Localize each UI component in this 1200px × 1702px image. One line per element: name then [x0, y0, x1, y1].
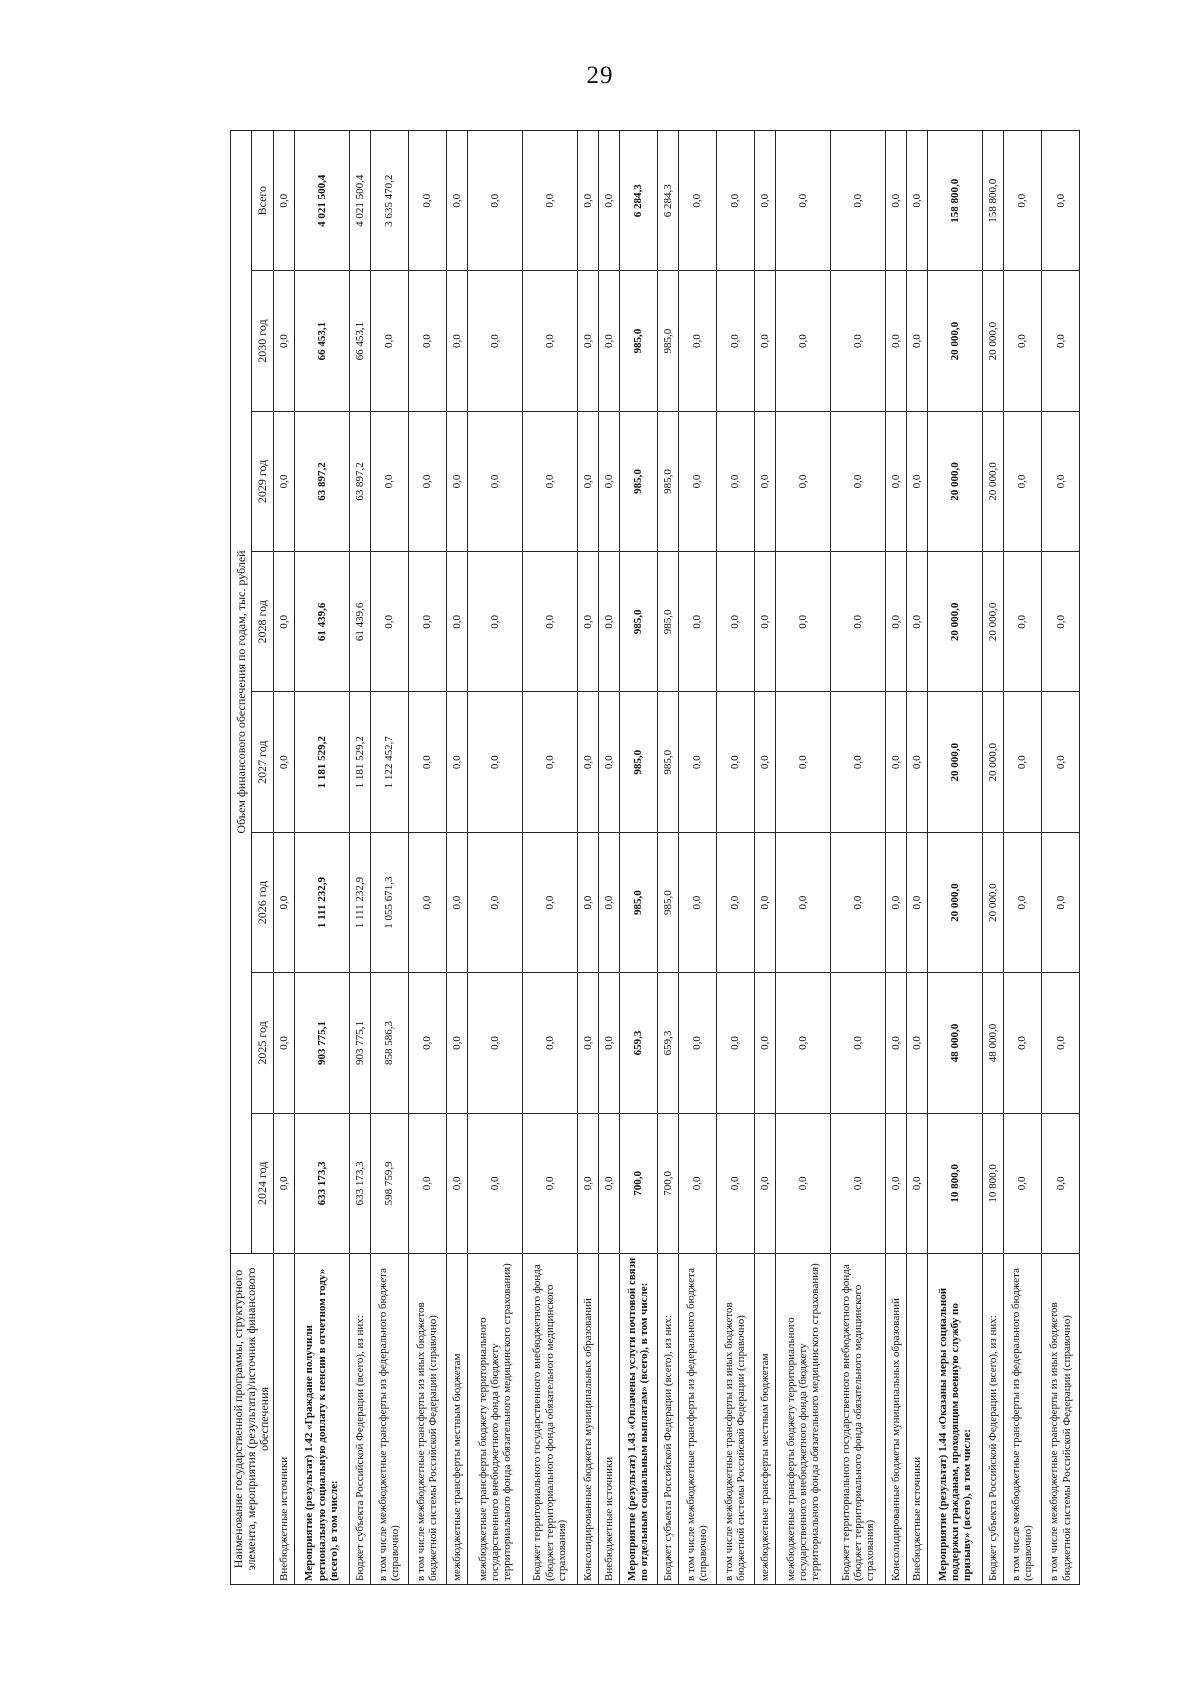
table-header	[231, 131, 274, 1585]
row-year-value: 633 173,3	[349, 1113, 370, 1253]
row-year-value: 0,0	[678, 552, 716, 692]
table-body	[273, 131, 1080, 1585]
row-year-value: 0,0	[273, 271, 294, 411]
row-total-value: 0,0	[906, 131, 927, 271]
row-year-value: 0,0	[1041, 973, 1079, 1113]
row-year-value: 20 000,0	[982, 692, 1003, 832]
row-year-value: 985,0	[657, 552, 678, 692]
row-total-value: 0,0	[775, 131, 830, 271]
header-year: 2030 год	[252, 271, 273, 411]
row-year-value: 985,0	[619, 271, 657, 411]
row-year-value: 0,0	[678, 973, 716, 1113]
header-year: 2025 год	[252, 973, 273, 1113]
row-year-value: 0,0	[1041, 271, 1079, 411]
row-year-value: 0,0	[467, 973, 522, 1113]
row-year-value: 0,0	[754, 973, 775, 1113]
row-year-value: 0,0	[577, 1113, 598, 1253]
row-year-value: 0,0	[1003, 271, 1041, 411]
row-year-value: 0,0	[678, 411, 716, 551]
row-year-value: 0,0	[906, 832, 927, 972]
header-year: 2027 год	[252, 692, 273, 832]
row-year-value: 0,0	[1041, 692, 1079, 832]
row-name: Внебюджетные источники	[598, 1254, 619, 1585]
row-year-value: 0,0	[577, 552, 598, 692]
row-year-value: 0,0	[775, 1113, 830, 1253]
row-year-value: 985,0	[619, 832, 657, 972]
row-name: Бюджет субъекта Российской Федерации (всего), из них:	[657, 1254, 678, 1585]
table-row	[657, 131, 678, 1585]
row-year-value: 0,0	[522, 973, 577, 1113]
row-year-value: 0,0	[446, 832, 467, 972]
row-year-value: 20 000,0	[982, 832, 1003, 972]
row-name: межбюджетные трансферты бюджету территориального государственного внебюджетного фонда (бюджету территориального фонда обязательного медицинского страхования)	[775, 1254, 830, 1585]
row-name: Консолидированные бюджеты муниципальных образований	[577, 1254, 598, 1585]
row-year-value: 0,0	[408, 692, 446, 832]
row-year-value: 0,0	[598, 271, 619, 411]
row-total-value: 0,0	[885, 131, 906, 271]
row-year-value: 0,0	[522, 1113, 577, 1253]
row-year-value: 0,0	[716, 552, 754, 692]
row-year-value: 66 453,1	[294, 271, 349, 411]
row-year-value: 0,0	[273, 832, 294, 972]
row-name: Бюджет субъекта Российской Федерации (всего), из них:	[982, 1254, 1003, 1585]
row-year-value: 0,0	[754, 692, 775, 832]
row-year-value: 1 122 452,7	[370, 692, 408, 832]
row-year-value: 0,0	[467, 692, 522, 832]
row-year-value: 985,0	[619, 552, 657, 692]
row-total-value: 0,0	[273, 131, 294, 271]
table-row	[885, 131, 906, 1585]
row-total-value: 4 021 500,4	[349, 131, 370, 271]
row-year-value: 0,0	[716, 1113, 754, 1253]
row-year-value: 0,0	[273, 973, 294, 1113]
row-year-value: 0,0	[885, 832, 906, 972]
table-row	[446, 131, 467, 1585]
row-year-value: 1 181 529,2	[294, 692, 349, 832]
row-year-value: 0,0	[446, 552, 467, 692]
row-year-value: 0,0	[446, 692, 467, 832]
row-year-value: 63 897,2	[294, 411, 349, 551]
row-name: межбюджетные трансферты местным бюджетам	[446, 1254, 467, 1585]
row-year-value: 0,0	[830, 1113, 885, 1253]
row-year-value: 0,0	[830, 271, 885, 411]
row-name: Бюджет территориального государственного внебюджетного фонда (бюджет территориального фонда обязательного медицинского страхования)	[830, 1254, 885, 1585]
table-row	[522, 131, 577, 1585]
table-row	[408, 131, 446, 1585]
table-row	[577, 131, 598, 1585]
row-year-value: 0,0	[577, 973, 598, 1113]
row-year-value: 0,0	[598, 1113, 619, 1253]
row-year-value: 10 800,0	[982, 1113, 1003, 1253]
row-year-value: 0,0	[775, 832, 830, 972]
row-year-value: 985,0	[657, 832, 678, 972]
row-total-value: 0,0	[830, 131, 885, 271]
row-year-value: 20 000,0	[927, 692, 982, 832]
row-total-value: 4 021 500,4	[294, 131, 349, 271]
row-total-value: 0,0	[1003, 131, 1041, 271]
row-total-value: 3 635 470,2	[370, 131, 408, 271]
row-name: Мероприятие (результат) 1.42 «Граждане получили региональную социальную доплату к пенсии в отчетном году» (всего), в том числе:	[294, 1254, 349, 1585]
row-year-value: 0,0	[716, 271, 754, 411]
row-total-value: 6 284,3	[657, 131, 678, 271]
row-year-value: 0,0	[467, 1113, 522, 1253]
row-year-value: 0,0	[598, 411, 619, 551]
row-year-value: 0,0	[522, 832, 577, 972]
row-year-value: 903 775,1	[294, 973, 349, 1113]
table-row	[294, 131, 349, 1585]
row-total-value: 0,0	[577, 131, 598, 271]
row-total-value: 6 284,3	[619, 131, 657, 271]
row-year-value: 0,0	[577, 832, 598, 972]
row-year-value: 0,0	[885, 552, 906, 692]
row-year-value: 0,0	[885, 1113, 906, 1253]
row-name: Мероприятие (результат) 1.43 «Оплачены услуги почтовой связи по отдельным социальным выплатам» (всего), в том числе:	[619, 1254, 657, 1585]
row-year-value: 0,0	[775, 411, 830, 551]
row-year-value: 0,0	[906, 1113, 927, 1253]
row-year-value: 0,0	[522, 411, 577, 551]
row-name: Мероприятие (результат) 1.44 «Оказаны меры социальной поддержки гражданам, проходящим военную службу по призыву» (всего), в том числе:	[927, 1254, 982, 1585]
row-year-value: 0,0	[1041, 411, 1079, 551]
financing-table	[230, 130, 1080, 1585]
row-year-value: 0,0	[885, 411, 906, 551]
row-year-value: 0,0	[906, 552, 927, 692]
row-year-value: 858 586,3	[370, 973, 408, 1113]
row-year-value: 0,0	[754, 271, 775, 411]
row-year-value: 0,0	[775, 271, 830, 411]
row-year-value: 48 000,0	[982, 973, 1003, 1113]
table-row	[716, 131, 754, 1585]
table-row	[830, 131, 885, 1585]
table-row	[775, 131, 830, 1585]
row-year-value: 0,0	[716, 832, 754, 972]
row-name: в том числе межбюджетные трансферты из федерального бюджета (справочно)	[1003, 1254, 1041, 1585]
row-year-value: 0,0	[1041, 1113, 1079, 1253]
row-year-value: 0,0	[577, 411, 598, 551]
row-year-value: 0,0	[467, 271, 522, 411]
row-year-value: 0,0	[1041, 552, 1079, 692]
row-year-value: 20 000,0	[927, 832, 982, 972]
row-year-value: 61 439,6	[294, 552, 349, 692]
row-year-value: 0,0	[598, 552, 619, 692]
row-year-value: 985,0	[619, 411, 657, 551]
row-year-value: 0,0	[273, 692, 294, 832]
table-row	[754, 131, 775, 1585]
row-year-value: 20 000,0	[927, 411, 982, 551]
row-year-value: 0,0	[678, 832, 716, 972]
row-year-value: 0,0	[830, 973, 885, 1113]
row-year-value: 0,0	[716, 692, 754, 832]
row-year-value: 0,0	[522, 271, 577, 411]
row-year-value: 0,0	[906, 973, 927, 1113]
table-row	[619, 131, 657, 1585]
row-name: в том числе межбюджетные трансферты из иных бюджетов бюджетной системы Российской Федерации (справочно)	[716, 1254, 754, 1585]
header-name-column: Наименование государственной программы, структурного элемента, мероприятия (результата)/источник финансового обеспечения	[231, 1254, 274, 1585]
row-year-value: 0,0	[408, 1113, 446, 1253]
table-row	[982, 131, 1003, 1585]
row-year-value: 0,0	[885, 973, 906, 1113]
row-name: в том числе межбюджетные трансферты из федерального бюджета (справочно)	[678, 1254, 716, 1585]
row-year-value: 0,0	[885, 692, 906, 832]
row-year-value: 0,0	[775, 692, 830, 832]
row-year-value: 0,0	[1003, 973, 1041, 1113]
row-year-value: 0,0	[446, 1113, 467, 1253]
row-year-value: 700,0	[657, 1113, 678, 1253]
row-name: Внебюджетные источники	[906, 1254, 927, 1585]
table-row	[1003, 131, 1041, 1585]
row-year-value: 0,0	[273, 552, 294, 692]
row-year-value: 63 897,2	[349, 411, 370, 551]
row-year-value: 48 000,0	[927, 973, 982, 1113]
row-total-value: 0,0	[408, 131, 446, 271]
row-year-value: 1 055 671,3	[370, 832, 408, 972]
rotated-table-container	[230, 130, 1073, 1585]
row-year-value: 0,0	[906, 271, 927, 411]
row-year-value: 0,0	[370, 411, 408, 551]
row-name: Консолидированные бюджеты муниципальных образований	[885, 1254, 906, 1585]
row-year-value: 0,0	[885, 271, 906, 411]
row-year-value: 985,0	[657, 411, 678, 551]
row-year-value: 0,0	[598, 692, 619, 832]
row-name: в том числе межбюджетные трансферты из федерального бюджета (справочно)	[370, 1254, 408, 1585]
row-year-value: 0,0	[467, 832, 522, 972]
row-year-value: 0,0	[716, 973, 754, 1113]
row-total-value: 0,0	[678, 131, 716, 271]
row-name: в том числе межбюджетные трансферты из иных бюджетов бюджетной системы Российской Федерации (справочно)	[1041, 1254, 1079, 1585]
table-row	[467, 131, 522, 1585]
row-year-value: 0,0	[467, 552, 522, 692]
row-year-value: 659,3	[619, 973, 657, 1113]
table-row	[906, 131, 927, 1585]
row-name: межбюджетные трансферты бюджету территориального государственного внебюджетного фонда (бюджету территориального фонда обязательного медицинского страхования)	[467, 1254, 522, 1585]
row-year-value: 20 000,0	[927, 552, 982, 692]
row-year-value: 0,0	[1003, 411, 1041, 551]
row-year-value: 20 000,0	[982, 271, 1003, 411]
header-year: 2029 год	[252, 411, 273, 551]
row-year-value: 0,0	[273, 1113, 294, 1253]
row-year-value: 0,0	[678, 271, 716, 411]
row-year-value: 0,0	[678, 1113, 716, 1253]
row-year-value: 20 000,0	[927, 271, 982, 411]
header-year: 2028 год	[252, 552, 273, 692]
row-year-value: 0,0	[408, 411, 446, 551]
row-year-value: 0,0	[830, 832, 885, 972]
table-row	[927, 131, 982, 1585]
row-total-value: 0,0	[522, 131, 577, 271]
row-year-value: 700,0	[619, 1113, 657, 1253]
row-total-value: 0,0	[446, 131, 467, 271]
row-year-value: 0,0	[446, 973, 467, 1113]
table-row	[273, 131, 294, 1585]
row-name: Бюджет территориального государственного внебюджетного фонда (бюджет территориального фонда обязательного медицинского страхования)	[522, 1254, 577, 1585]
table-row	[349, 131, 370, 1585]
row-year-value: 0,0	[446, 271, 467, 411]
row-year-value: 0,0	[1003, 832, 1041, 972]
row-year-value: 0,0	[906, 692, 927, 832]
row-total-value: 0,0	[1041, 131, 1079, 271]
row-year-value: 0,0	[830, 692, 885, 832]
row-year-value: 0,0	[1003, 552, 1041, 692]
row-year-value: 1 111 232,9	[294, 832, 349, 972]
row-year-value: 0,0	[716, 411, 754, 551]
row-year-value: 0,0	[754, 1113, 775, 1253]
row-total-value: 158 800,0	[927, 131, 982, 271]
row-year-value: 0,0	[1003, 692, 1041, 832]
header-total: Всего	[252, 131, 273, 271]
row-year-value: 0,0	[273, 411, 294, 551]
row-total-value: 0,0	[598, 131, 619, 271]
row-name: Бюджет субъекта Российской Федерации (всего), из них:	[349, 1254, 370, 1585]
row-year-value: 1 111 232,9	[349, 832, 370, 972]
row-year-value: 0,0	[370, 271, 408, 411]
header-year: 2026 год	[252, 832, 273, 972]
header-year: 2024 год	[252, 1113, 273, 1253]
row-year-value: 0,0	[598, 973, 619, 1113]
row-year-value: 0,0	[522, 552, 577, 692]
row-year-value: 20 000,0	[982, 411, 1003, 551]
row-year-value: 0,0	[754, 552, 775, 692]
row-year-value: 0,0	[678, 692, 716, 832]
table-row	[1041, 131, 1079, 1585]
row-year-value: 66 453,1	[349, 271, 370, 411]
header-row-group	[231, 131, 252, 1585]
row-year-value: 0,0	[754, 832, 775, 972]
row-year-value: 0,0	[577, 271, 598, 411]
row-year-value: 985,0	[657, 271, 678, 411]
row-year-value: 0,0	[775, 552, 830, 692]
row-year-value: 0,0	[408, 271, 446, 411]
row-year-value: 633 173,3	[294, 1113, 349, 1253]
table-row	[678, 131, 716, 1585]
row-year-value: 0,0	[830, 552, 885, 692]
row-name: в том числе межбюджетные трансферты из иных бюджетов бюджетной системы Российской Федерации (справочно)	[408, 1254, 446, 1585]
row-year-value: 0,0	[467, 411, 522, 551]
row-year-value: 0,0	[408, 552, 446, 692]
row-total-value: 0,0	[754, 131, 775, 271]
row-year-value: 20 000,0	[982, 552, 1003, 692]
row-year-value: 0,0	[370, 552, 408, 692]
row-total-value: 158 800,0	[982, 131, 1003, 271]
row-year-value: 0,0	[598, 832, 619, 972]
row-total-value: 0,0	[716, 131, 754, 271]
row-year-value: 903 775,1	[349, 973, 370, 1113]
row-year-value: 0,0	[1003, 1113, 1041, 1253]
row-year-value: 0,0	[446, 411, 467, 551]
row-year-value: 0,0	[1041, 832, 1079, 972]
row-year-value: 0,0	[408, 973, 446, 1113]
page-number: 29	[586, 62, 614, 89]
row-year-value: 0,0	[830, 411, 885, 551]
row-year-value: 1 181 529,2	[349, 692, 370, 832]
row-name: Внебюджетные источники	[273, 1254, 294, 1585]
row-year-value: 61 439,6	[349, 552, 370, 692]
row-year-value: 985,0	[619, 692, 657, 832]
row-year-value: 985,0	[657, 692, 678, 832]
row-year-value: 0,0	[522, 692, 577, 832]
row-name: межбюджетные трансферты местным бюджетам	[754, 1254, 775, 1585]
row-year-value: 0,0	[775, 973, 830, 1113]
row-year-value: 0,0	[754, 411, 775, 551]
row-year-value: 0,0	[577, 692, 598, 832]
header-financing-group: Объем финансового обеспечения по годам, тыс. рублей	[231, 131, 252, 1254]
row-year-value: 10 800,0	[927, 1113, 982, 1253]
table-row	[370, 131, 408, 1585]
row-year-value: 0,0	[906, 411, 927, 551]
row-year-value: 659,3	[657, 973, 678, 1113]
row-total-value: 0,0	[467, 131, 522, 271]
row-year-value: 598 759,9	[370, 1113, 408, 1253]
row-year-value: 0,0	[408, 832, 446, 972]
table-row	[598, 131, 619, 1585]
